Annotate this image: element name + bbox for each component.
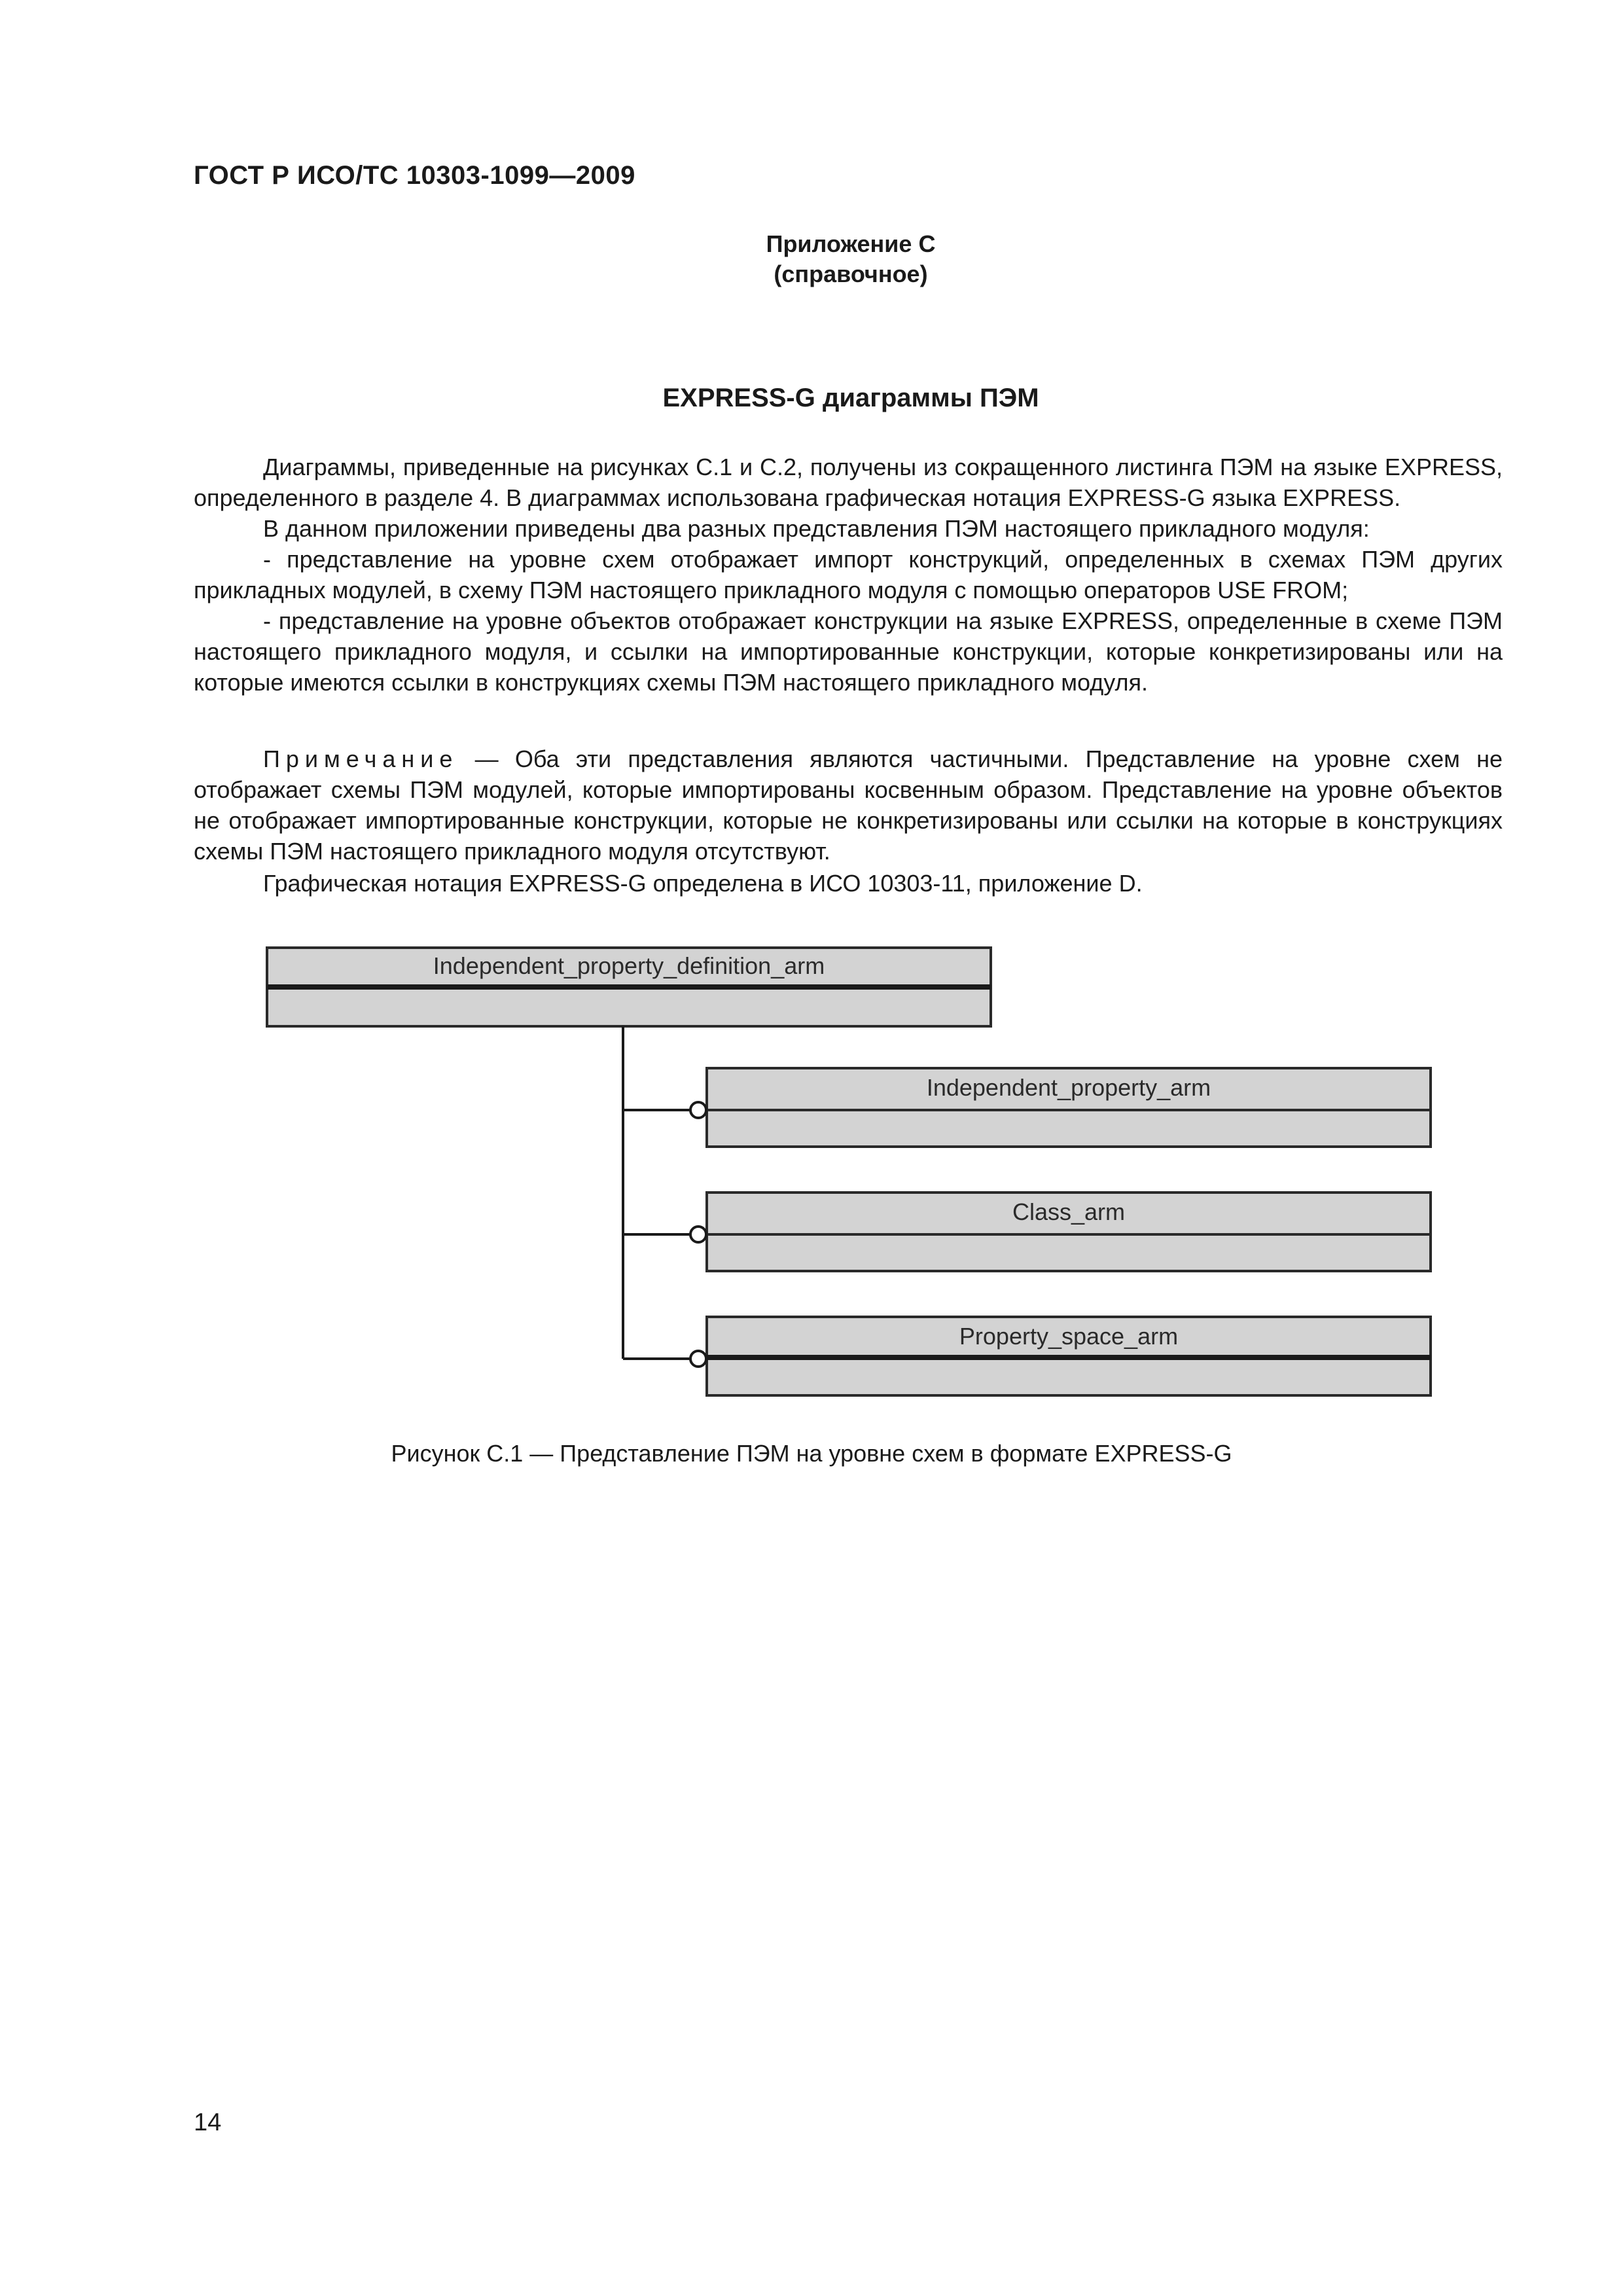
subtype-circle-icon xyxy=(690,1351,706,1367)
entity-name-parent: Independent_property_definition_arm xyxy=(433,952,825,979)
paragraph: - представление на уровне объектов отображает конструкции на языке EXPRESS, определенные в схеме ПЭМ настоящего прикладного модуля, и ссылки на импортированные конструкции, которые конкретизированы или на которые имеются ссылки в конструкциях схемы ПЭМ настоящего прикладного модуля. xyxy=(194,607,1503,696)
subtype-circle-icon xyxy=(690,1102,706,1118)
page-number: 14 xyxy=(194,2109,222,2136)
figure-caption: Рисунок С.1 — Представление ПЭМ на уровне схем в формате EXPRESS-G xyxy=(391,1440,1232,1467)
entity-name-child-2: Class_arm xyxy=(1012,1198,1126,1225)
subtype-circle-icon xyxy=(690,1227,706,1242)
note-text: — Оба эти представления являются частичными. Представление на уровне схем не отображает схемы ПЭМ модулей, которые импортированы косвенным образом. Представление на уровне объектов не отображает импортированные конструкции, которые не конкретизированы или ссылки на которые в конструкциях схемы ПЭМ настоящего прикладного модуля отсутствуют. xyxy=(194,745,1503,865)
reference-paragraph: Графическая нотация EXPRESS-G определена в ИСО 10303-11, приложение D. xyxy=(263,870,1143,897)
paragraph: В данном приложении приведены два разных представления ПЭМ настоящего прикладного модуля: xyxy=(263,515,1370,542)
entity-child-2 xyxy=(623,1193,1431,1271)
entity-name-child-3: Property_space_arm xyxy=(959,1323,1179,1350)
section-title: EXPRESS-G диаграммы ПЭМ xyxy=(662,384,1039,412)
entity-parent xyxy=(267,948,991,1026)
entity-child-3 xyxy=(623,1317,1431,1395)
paragraph: - представление на уровне схем отображает импорт конструкций, определенных в схемах ПЭМ других прикладных модулей, в схему ПЭМ настоящего прикладного модуля с помощью операторов USE FROM; xyxy=(194,546,1503,603)
appendix-type: (справочное) xyxy=(774,260,928,287)
document-id: ГОСТ Р ИСО/ТС 10303-1099—2009 xyxy=(194,161,635,190)
paragraph: Диаграммы, приведенные на рисунках С.1 и С.2, получены из сокращенного листинга ПЭМ на языке EXPRESS, определенного в разделе 4. В диаграммах использована графическая нотация EXPRESS-G языка EXPRESS. xyxy=(194,454,1503,511)
appendix-title: Приложение С xyxy=(766,230,936,257)
entity-name-child-1: Independent_property_arm xyxy=(926,1074,1211,1101)
entity-child-1 xyxy=(623,1068,1431,1147)
note-label: Примечание xyxy=(263,745,459,772)
